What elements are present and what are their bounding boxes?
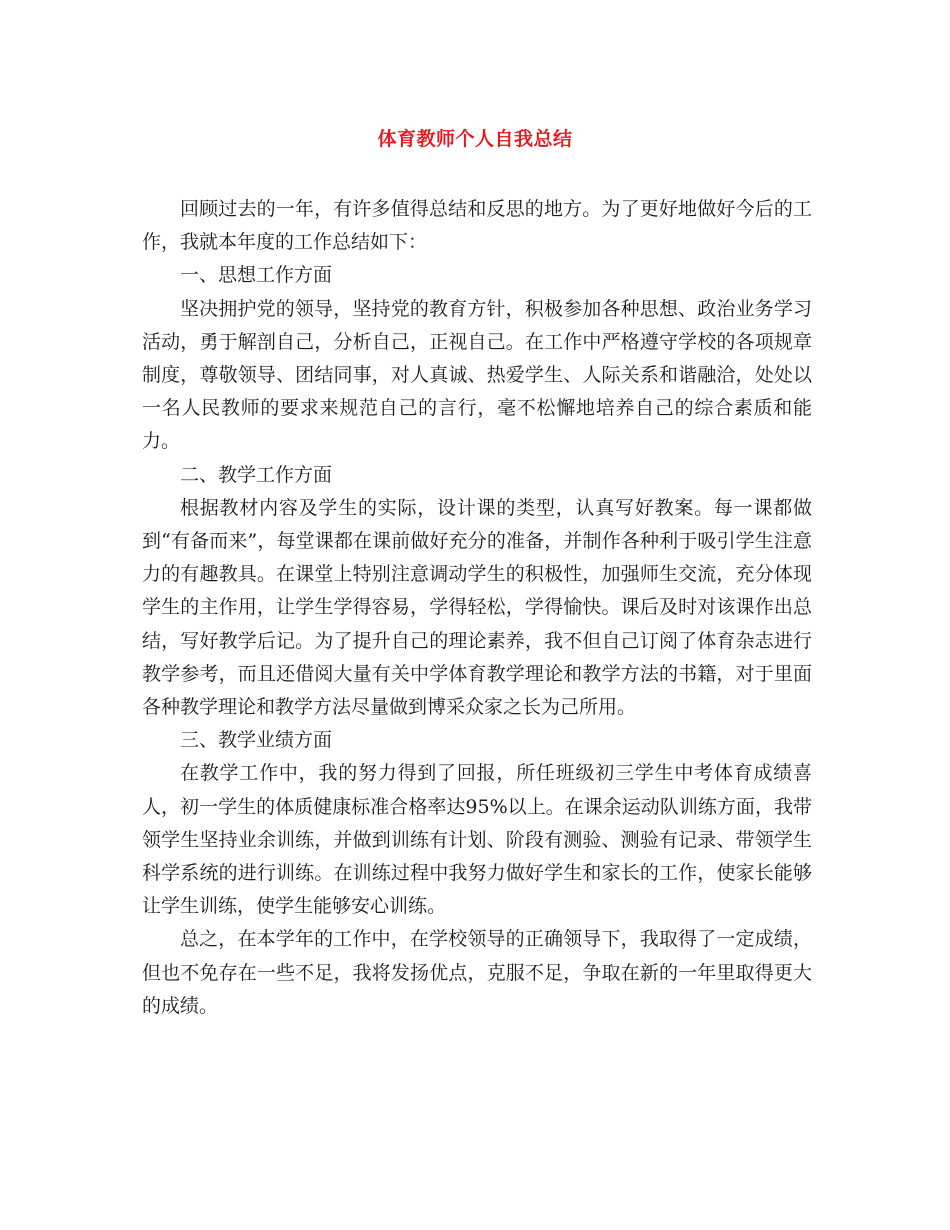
paragraph-achievement: 在教学工作中，我的努力得到了回报，所任班级初三学生中考体育成绩喜人，初一学生的体质健康标准合格率达95%以上。在课余运动队训练方面，我带领学生坚持业余训练，并做到训练有计划、阶段有测验、测验有记录、带领学生科学系统的进行训练。在训练过程中我努力做好学生和家长的工作，使家长能够让学生训练，使学生能够安心训练。 bbox=[142, 762, 812, 918]
section-heading-achievement: 三、教学业绩方面 bbox=[180, 729, 333, 752]
document-title: 体育教师个人自我总结 bbox=[377, 128, 573, 150]
paragraph-teaching: 根据教材内容及学生的实际，设计课的类型，认真写好教案。每一课都做到“有备而来”，每堂课都在课前做好充分的准备，并制作各种利于吸引学生注意力的有趣教具。在课堂上特别注意调动学生的积极性，加强师生交流，充分体现学生的主作用，让学生学得容易，学得轻松，学得愉快。课后及时对该课作出总结，写好教学后记。为了提升自己的理论素养，我不但自己订阅了体育杂志进行教学参考，而且还借阅大量有关中学体育教学理论和教学方法的书籍，对于里面各种教学理论和教学方法尽量做到博采众家之长为己所用。 bbox=[142, 496, 812, 719]
paragraph-intro: 回顾过去的一年，有许多值得总结和反思的地方。为了更好地做好今后的工作，我就本年度的工作总结如下： bbox=[142, 198, 812, 254]
section-heading-thought: 一、思想工作方面 bbox=[180, 264, 333, 287]
paragraph-thought: 坚决拥护党的领导，坚持党的教育方针，积极参加各种思想、政治业务学习活动，勇于解剖自己，分析自己，正视自己。在工作中严格遵守学校的各项规章制度，尊敬领导、团结同事，对人真诚、热爱学生、人际关系和谐融洽，处处以一名人民教师的要求来规范自己的言行，毫不松懈地培养自己的综合素质和能力。 bbox=[142, 297, 812, 453]
document-body bbox=[142, 193, 812, 1023]
paragraph-conclusion: 总之，在本学年的工作中，在学校领导的正确领导下，我取得了一定成绩，但也不免存在一些不足，我将发扬优点，克服不足，争取在新的一年里取得更大的成绩。 bbox=[142, 928, 812, 1017]
section-heading-teaching: 二、教学工作方面 bbox=[180, 463, 333, 486]
